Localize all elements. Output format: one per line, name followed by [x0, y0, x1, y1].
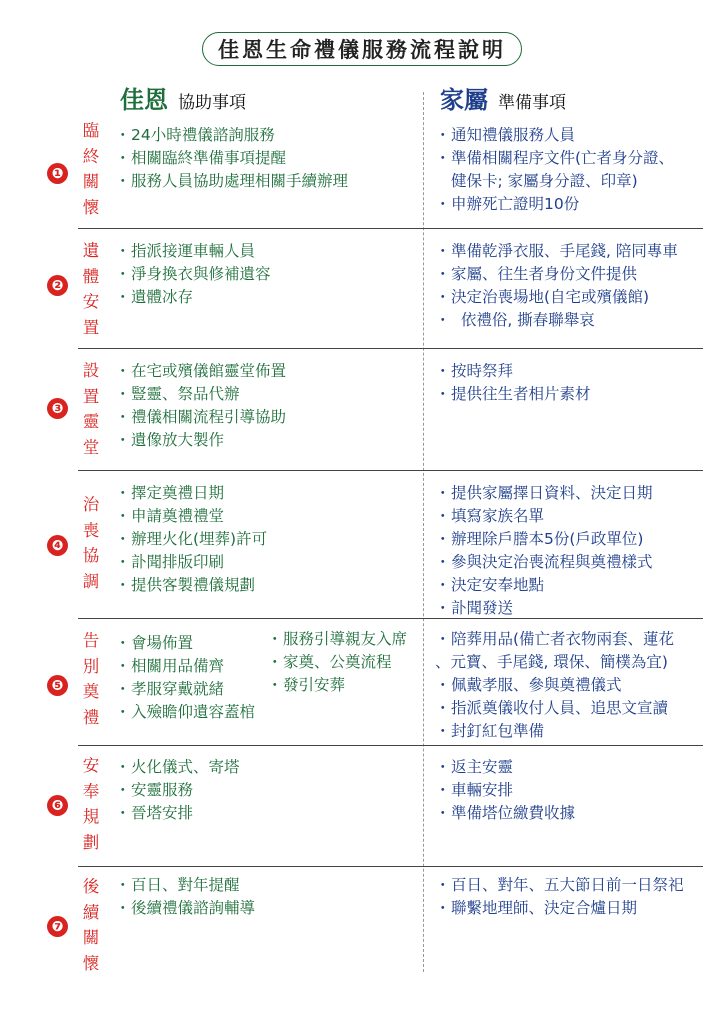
- stage-label-char: 禮: [82, 707, 100, 727]
- list-item: [435, 651, 674, 674]
- bullet-mark: ・: [435, 311, 451, 329]
- item-text: 準備塔位繳費收據: [451, 804, 576, 822]
- item-text: 準備乾淨衣服、手尾錢, 陪同專車: [451, 242, 678, 260]
- bullet-mark: ・: [267, 630, 283, 648]
- item-text: 提供家屬擇日資料、決定日期: [451, 484, 653, 502]
- stage-label-char: 置: [82, 386, 100, 406]
- right-column-header: [440, 80, 566, 115]
- list-item: [435, 720, 674, 743]
- item-text: 後續禮儀諮詢輔導: [131, 899, 256, 917]
- stage-label-char: 靈: [82, 412, 100, 431]
- list-item: [435, 551, 653, 574]
- bullet-mark: ・: [435, 553, 451, 571]
- stage-label-char: 續: [82, 902, 100, 922]
- stage-label-char: 劃: [82, 832, 100, 852]
- list-item: [115, 528, 267, 551]
- bullet-mark: ・: [115, 172, 131, 190]
- bullet-mark: ・: [115, 126, 131, 144]
- stage-label: [80, 753, 102, 855]
- list-item: [435, 628, 674, 651]
- list-item: [115, 802, 240, 825]
- bullet-mark: ・: [435, 195, 451, 213]
- item-text: 依禮俗, 撕春聯舉哀: [460, 311, 595, 329]
- bullet-mark: ・: [115, 680, 131, 698]
- list-item: [115, 286, 271, 309]
- item-text: 申請奠禮禮堂: [131, 507, 225, 525]
- item-text: 禮儀相關流程引導協助: [131, 408, 287, 426]
- list-item: [435, 263, 678, 286]
- left-header-brand: 佳恩: [120, 86, 168, 114]
- prepare-list: [435, 482, 653, 620]
- stage-label-char: 調: [82, 571, 100, 591]
- title-frame: [202, 32, 522, 66]
- list-item: [267, 628, 407, 651]
- bullet-mark: ・: [435, 265, 451, 283]
- item-text: 發引安葬: [283, 676, 346, 694]
- item-text: 晉塔安排: [131, 804, 194, 822]
- item-text: 訃聞發送: [451, 599, 514, 617]
- stage-label: [80, 628, 102, 730]
- stage-label-char: 堂: [82, 437, 100, 457]
- bullet-mark: ・: [435, 804, 451, 822]
- list-item: [115, 756, 240, 779]
- prepare-list: [435, 874, 684, 920]
- list-item: [115, 505, 267, 528]
- bullet-mark: ・: [115, 804, 131, 822]
- stage-number-badge: ❸: [47, 398, 68, 419]
- list-item: [435, 124, 674, 147]
- list-item: [115, 124, 348, 147]
- list-item: [115, 897, 255, 920]
- item-text: 相關用品備齊: [131, 657, 225, 675]
- left-header-caption: 協助事項: [178, 93, 246, 113]
- item-text: 提供客製禮儀規劃: [131, 576, 256, 594]
- bullet-mark: ・: [435, 722, 451, 740]
- stage-label: [80, 118, 102, 220]
- item-text: 家奠、公奠流程: [283, 653, 392, 671]
- bullet-mark: ・: [435, 599, 451, 617]
- stage-label: [80, 874, 102, 976]
- list-item: [435, 697, 674, 720]
- item-text: 入殮瞻仰遺容蓋棺: [131, 703, 256, 721]
- bullet-mark: ・: [435, 507, 451, 525]
- bullet-mark: ・: [115, 634, 131, 652]
- item-text: 安靈服務: [131, 781, 194, 799]
- assist-list: [115, 240, 271, 309]
- stage-label-char: 奉: [82, 781, 100, 801]
- stage-label-char: 後: [82, 877, 100, 896]
- list-item: [115, 551, 267, 574]
- prepare-list: [435, 756, 575, 825]
- item-text: 提供往生者相片素材: [451, 385, 591, 403]
- stage-label-char: 關: [82, 928, 100, 947]
- row-divider: [78, 745, 703, 746]
- stage-label-char: 置: [82, 317, 100, 337]
- list-item: [435, 482, 653, 505]
- item-text: 火化儀式、寄塔: [131, 758, 240, 776]
- item-text: 指派接運車輛人員: [131, 242, 256, 260]
- item-text: 服務人員協助處理相關手續辦理: [131, 172, 349, 190]
- stage-number-badge: ❹: [47, 535, 68, 556]
- item-text: 辦理除戶謄本5份(戶政單位): [451, 530, 644, 548]
- bullet-mark: ・: [435, 242, 451, 260]
- prepare-list: [435, 124, 674, 216]
- list-item: [115, 240, 271, 263]
- item-text: 擇定奠禮日期: [131, 484, 225, 502]
- list-item: [115, 482, 267, 505]
- list-item: [435, 528, 653, 551]
- item-text: 佩戴孝服、參與奠禮儀式: [451, 676, 622, 694]
- stage-label-char: 遺: [82, 241, 100, 260]
- bullet-mark: ・: [435, 530, 451, 548]
- item-text: 參與決定治喪流程與奠禮樣式: [451, 553, 653, 571]
- list-item: [435, 170, 674, 193]
- stage-number-badge: ❼: [47, 916, 68, 937]
- stage-label-char: 設: [82, 361, 100, 380]
- bullet-mark: ・: [435, 385, 451, 403]
- stage-label-char: 體: [82, 266, 100, 286]
- item-text: 準備相關程序文件(亡者身分證、: [451, 149, 675, 167]
- stage-label-char: 關: [82, 172, 100, 191]
- list-item: [435, 383, 591, 406]
- list-item: [267, 651, 407, 674]
- stage-label: [80, 492, 102, 594]
- page-title: 佳恩生命禮儀服務流程說明: [218, 37, 506, 62]
- item-text: 決定安奉地點: [451, 576, 545, 594]
- stage-label-char: 安: [82, 292, 100, 311]
- item-text: 通知禮儀服務人員: [451, 126, 576, 144]
- stage-label-char: 告: [82, 631, 100, 650]
- bullet-mark: ・: [115, 876, 131, 894]
- bullet-mark: ・: [115, 408, 131, 426]
- list-item: [115, 874, 255, 897]
- right-header-family: 家屬: [440, 86, 488, 114]
- prepare-list: [435, 240, 678, 332]
- list-item: [115, 263, 271, 286]
- stage-label: [80, 358, 102, 460]
- list-item: [115, 429, 286, 452]
- stage-label-char: 臨: [82, 121, 100, 140]
- item-text: 家屬、往生者身份文件提供: [451, 265, 638, 283]
- bullet-mark: ・: [435, 899, 451, 917]
- bullet-mark: ・: [435, 576, 451, 594]
- item-text: 返主安靈: [451, 758, 514, 776]
- row-divider: [78, 228, 703, 229]
- list-item: [435, 147, 674, 170]
- prepare-list: [435, 360, 591, 406]
- list-item: [435, 360, 591, 383]
- list-item: [435, 874, 684, 897]
- item-text: 聯繫地理師、決定合爐日期: [451, 899, 638, 917]
- row-divider: [78, 348, 703, 349]
- bullet-mark: ・: [435, 149, 451, 167]
- column-divider: [423, 92, 424, 972]
- list-item: [435, 240, 678, 263]
- stage-label-char: 懷: [82, 953, 100, 973]
- list-item: [435, 674, 674, 697]
- list-item: [435, 802, 575, 825]
- bullet-mark: ・: [115, 385, 131, 403]
- prepare-list: [435, 628, 674, 743]
- stage-label-char: 別: [82, 656, 100, 676]
- bullet-mark: ・: [435, 126, 451, 144]
- item-text: 按時祭拜: [451, 362, 514, 380]
- bullet-mark: ・: [115, 758, 131, 776]
- stage-label-char: 治: [82, 495, 100, 514]
- assist-list: [115, 874, 255, 920]
- assist-list: [115, 756, 240, 825]
- bullet-mark: ・: [435, 630, 451, 648]
- assist-list: [115, 124, 348, 193]
- list-item: [115, 406, 286, 429]
- bullet-mark: ・: [267, 676, 283, 694]
- item-text: 指派奠儀收付人員、追思文宣讀: [451, 699, 669, 717]
- bullet-mark: ・: [115, 484, 131, 502]
- stage-label-char: 安: [82, 756, 100, 775]
- item-text: 服務引導親友入席: [283, 630, 408, 648]
- list-item: [435, 286, 678, 309]
- list-item: [115, 632, 255, 655]
- bullet-mark: ・: [115, 899, 131, 917]
- assist-list: [115, 360, 286, 452]
- list-item: [435, 779, 575, 802]
- stage-number-badge: ❺: [47, 675, 68, 696]
- bullet-mark: ・: [435, 781, 451, 799]
- item-text: 遺體冰存: [131, 288, 194, 306]
- bullet-mark: ・: [115, 507, 131, 525]
- item-text: 封釘紅包準備: [451, 722, 545, 740]
- list-item: [267, 674, 407, 697]
- item-text: 24小時禮儀諮詢服務: [131, 126, 275, 144]
- stage-label-char: 奠: [82, 682, 100, 701]
- list-item: [435, 756, 575, 779]
- bullet-mark: ・: [115, 265, 131, 283]
- row-divider: [78, 866, 703, 867]
- item-text: 相關臨終準備事項提醒: [131, 149, 287, 167]
- list-item: [435, 309, 678, 332]
- assist-list-secondary: [267, 628, 407, 697]
- bullet-mark: ・: [435, 876, 451, 894]
- bullet-mark: ・: [115, 362, 131, 380]
- bullet-mark: ・: [267, 653, 283, 671]
- bullet-mark: ・: [115, 553, 131, 571]
- list-item: [435, 193, 674, 216]
- bullet-mark: ・: [435, 362, 451, 380]
- bullet-mark: ・: [115, 149, 131, 167]
- list-item: [115, 360, 286, 383]
- bullet-mark: ・: [435, 288, 451, 306]
- list-item: [115, 170, 348, 193]
- bullet-mark: ・: [435, 676, 451, 694]
- list-item: [115, 383, 286, 406]
- stage-label: [80, 238, 102, 340]
- item-text: 在宅或殯儀館靈堂佈置: [131, 362, 287, 380]
- stage-number-badge: ❶: [47, 163, 68, 184]
- stage-label-char: 懷: [82, 197, 100, 217]
- item-text: 遺像放大製作: [131, 431, 225, 449]
- item-text: 陪葬用品(備亡者衣物兩套、蓮花: [451, 630, 675, 648]
- assist-list: [115, 632, 255, 724]
- list-item: [435, 574, 653, 597]
- bullet-mark: ・: [115, 530, 131, 548]
- item-text: 決定治喪場地(自宅或殯儀館): [451, 288, 650, 306]
- bullet-mark: ・: [115, 431, 131, 449]
- assist-list: [115, 482, 267, 597]
- list-item: [115, 655, 255, 678]
- left-column-header: [120, 80, 246, 115]
- list-item: [115, 701, 255, 724]
- item-text: 淨身換衣與修補遺容: [131, 265, 271, 283]
- right-header-caption: 準備事項: [498, 93, 566, 113]
- stage-number-badge: ❷: [47, 275, 68, 296]
- list-item: [435, 897, 684, 920]
- bullet-mark: ・: [435, 758, 451, 776]
- item-text: 訃聞排版印刷: [131, 553, 225, 571]
- bullet-mark: ・: [115, 242, 131, 260]
- bullet-mark: ・: [435, 699, 451, 717]
- item-text: 百日、對年、五大節日前一日祭祀: [451, 876, 684, 894]
- item-text: 申辦死亡證明10份: [451, 195, 580, 213]
- row-divider: [78, 470, 703, 471]
- item-text: 會場佈置: [131, 634, 194, 652]
- bullet-mark: ・: [115, 288, 131, 306]
- item-text: 車輛安排: [451, 781, 514, 799]
- bullet-mark: ・: [435, 484, 451, 502]
- list-item: [115, 574, 267, 597]
- stage-label-char: 協: [82, 546, 100, 565]
- list-item: [115, 779, 240, 802]
- stage-label-char: 終: [82, 146, 100, 166]
- item-text: 豎靈、祭品代辦: [131, 385, 240, 403]
- stage-label-char: 規: [82, 807, 100, 826]
- item-text: 百日、對年提醒: [131, 876, 240, 894]
- item-text: 健保卡; 家屬身分證、印章): [451, 172, 638, 190]
- list-item: [435, 505, 653, 528]
- item-text: 、元寶、手尾錢, 環保、簡樸為宜): [435, 653, 668, 671]
- item-text: 孝服穿戴就緒: [131, 680, 225, 698]
- bullet-mark: ・: [115, 657, 131, 675]
- list-item: [115, 147, 348, 170]
- list-item: [435, 597, 653, 620]
- list-item: [115, 678, 255, 701]
- bullet-mark: ・: [115, 781, 131, 799]
- bullet-mark: ・: [115, 703, 131, 721]
- item-text: 辦理火化(埋葬)許可: [131, 530, 268, 548]
- stage-number-badge: ❻: [47, 795, 68, 816]
- stage-label-char: 喪: [82, 520, 100, 540]
- item-text: 填寫家族名單: [451, 507, 545, 525]
- bullet-mark: ・: [115, 576, 131, 594]
